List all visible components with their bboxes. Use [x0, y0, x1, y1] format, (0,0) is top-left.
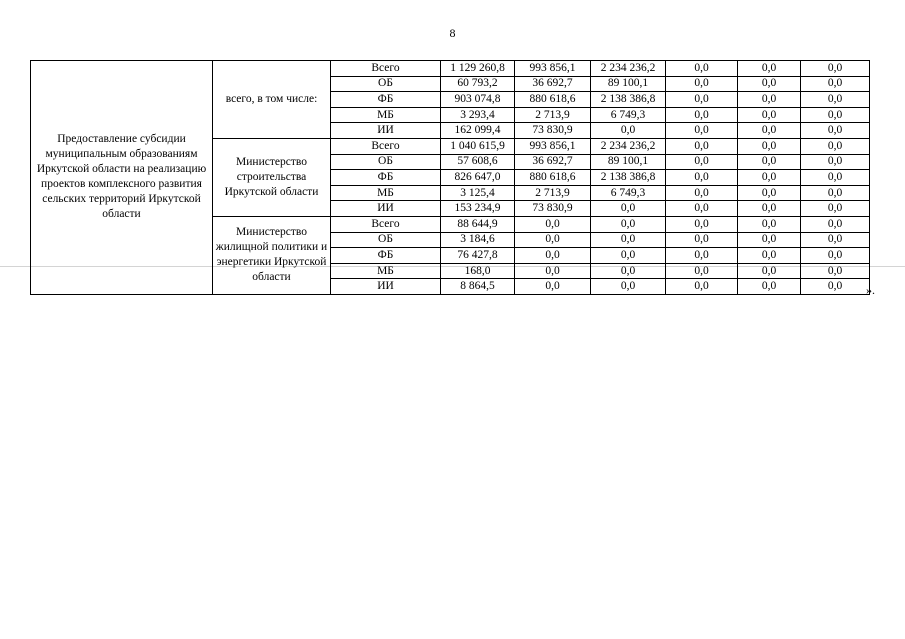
amount-cell: 0,0	[515, 248, 591, 264]
funding-source-cell: ОБ	[331, 76, 441, 92]
amount-cell: 0,0	[801, 138, 870, 154]
amount-cell: 3 293,4	[441, 107, 515, 123]
funding-source-cell: Всего	[331, 61, 441, 77]
amount-cell: 903 074,8	[441, 92, 515, 108]
amount-cell: 0,0	[515, 216, 591, 232]
executor-cell: всего, в том числе:	[213, 61, 331, 139]
amount-cell: 2 138 386,8	[591, 170, 666, 186]
amount-cell: 0,0	[738, 61, 801, 77]
amount-cell: 0,0	[801, 232, 870, 248]
amount-cell: 0,0	[801, 107, 870, 123]
amount-cell: 0,0	[738, 138, 801, 154]
amount-cell: 0,0	[515, 263, 591, 279]
amount-cell: 0,0	[801, 76, 870, 92]
amount-cell: 0,0	[738, 232, 801, 248]
amount-cell: 0,0	[591, 248, 666, 264]
amount-cell: 0,0	[738, 279, 801, 295]
closing-quote: ».	[866, 283, 875, 297]
amount-cell: 0,0	[801, 216, 870, 232]
executor-cell: Министерство жилищной политики и энергетики Иркутской области	[213, 216, 331, 294]
amount-cell: 0,0	[801, 154, 870, 170]
amount-cell: 0,0	[801, 185, 870, 201]
funding-source-cell: ИИ	[331, 279, 441, 295]
event-name-cell: Предоставление субсидии муниципальным образованиям Иркутской области на реализацию проектов комплексного развития сельских территорий Иркутской области	[31, 61, 213, 295]
funding-source-cell: Всего	[331, 216, 441, 232]
amount-cell: 2 138 386,8	[591, 92, 666, 108]
amount-cell: 0,0	[738, 123, 801, 139]
amount-cell: 0,0	[666, 154, 738, 170]
funding-source-cell: ОБ	[331, 232, 441, 248]
amount-cell: 0,0	[738, 201, 801, 217]
funding-source-cell: ОБ	[331, 154, 441, 170]
amount-cell: 0,0	[666, 138, 738, 154]
amount-cell: 0,0	[666, 107, 738, 123]
amount-cell: 0,0	[666, 76, 738, 92]
amount-cell: 993 856,1	[515, 138, 591, 154]
amount-cell: 0,0	[738, 248, 801, 264]
amount-cell: 60 793,2	[441, 76, 515, 92]
funding-source-cell: МБ	[331, 107, 441, 123]
amount-cell: 0,0	[591, 279, 666, 295]
funding-source-cell: ФБ	[331, 170, 441, 186]
amount-cell: 0,0	[666, 170, 738, 186]
amount-cell: 89 100,1	[591, 154, 666, 170]
amount-cell: 0,0	[666, 201, 738, 217]
amount-cell: 0,0	[738, 170, 801, 186]
executor-cell: Министерство строительства Иркутской области	[213, 138, 331, 216]
amount-cell: 0,0	[738, 185, 801, 201]
amount-cell: 8 864,5	[441, 279, 515, 295]
amount-cell: 826 647,0	[441, 170, 515, 186]
amount-cell: 0,0	[515, 232, 591, 248]
amount-cell: 0,0	[738, 216, 801, 232]
amount-cell: 0,0	[801, 248, 870, 264]
amount-cell: 0,0	[666, 216, 738, 232]
amount-cell: 993 856,1	[515, 61, 591, 77]
amount-cell: 0,0	[801, 123, 870, 139]
amount-cell: 0,0	[591, 201, 666, 217]
amount-cell: 0,0	[738, 263, 801, 279]
amount-cell: 0,0	[738, 107, 801, 123]
amount-cell: 0,0	[738, 76, 801, 92]
funding-source-cell: ФБ	[331, 92, 441, 108]
amount-cell: 0,0	[666, 263, 738, 279]
funding-source-cell: ФБ	[331, 248, 441, 264]
amount-cell: 880 618,6	[515, 170, 591, 186]
funding-source-cell: МБ	[331, 185, 441, 201]
amount-cell: 0,0	[738, 92, 801, 108]
amount-cell: 880 618,6	[515, 92, 591, 108]
amount-cell: 73 830,9	[515, 123, 591, 139]
amount-cell: 57 608,6	[441, 154, 515, 170]
amount-cell: 0,0	[666, 185, 738, 201]
funding-source-cell: Всего	[331, 138, 441, 154]
amount-cell: 3 125,4	[441, 185, 515, 201]
funding-source-cell: ИИ	[331, 201, 441, 217]
amount-cell: 0,0	[801, 170, 870, 186]
amount-cell: 3 184,6	[441, 232, 515, 248]
amount-cell: 0,0	[591, 263, 666, 279]
amount-cell: 2 713,9	[515, 107, 591, 123]
amount-cell: 0,0	[801, 201, 870, 217]
amount-cell: 0,0	[801, 92, 870, 108]
amount-cell: 0,0	[591, 232, 666, 248]
budget-table	[30, 60, 870, 295]
amount-cell: 36 692,7	[515, 154, 591, 170]
amount-cell: 6 749,3	[591, 107, 666, 123]
amount-cell: 0,0	[666, 279, 738, 295]
amount-cell: 0,0	[801, 279, 870, 295]
amount-cell: 0,0	[666, 232, 738, 248]
funding-source-cell: МБ	[331, 263, 441, 279]
table-body	[31, 61, 870, 295]
amount-cell: 2 234 236,2	[591, 61, 666, 77]
amount-cell: 2 234 236,2	[591, 138, 666, 154]
amount-cell: 1 129 260,8	[441, 61, 515, 77]
amount-cell: 76 427,8	[441, 248, 515, 264]
amount-cell: 89 100,1	[591, 76, 666, 92]
amount-cell: 1 040 615,9	[441, 138, 515, 154]
amount-cell: 0,0	[666, 92, 738, 108]
amount-cell: 2 713,9	[515, 185, 591, 201]
amount-cell: 153 234,9	[441, 201, 515, 217]
amount-cell: 162 099,4	[441, 123, 515, 139]
amount-cell: 0,0	[591, 216, 666, 232]
amount-cell: 168,0	[441, 263, 515, 279]
amount-cell: 73 830,9	[515, 201, 591, 217]
amount-cell: 0,0	[738, 154, 801, 170]
amount-cell: 0,0	[666, 248, 738, 264]
funding-source-cell: ИИ	[331, 123, 441, 139]
amount-cell: 0,0	[591, 123, 666, 139]
amount-cell: 0,0	[515, 279, 591, 295]
amount-cell: 0,0	[801, 61, 870, 77]
page-number: 8	[449, 26, 456, 40]
amount-cell: 36 692,7	[515, 76, 591, 92]
amount-cell: 88 644,9	[441, 216, 515, 232]
amount-cell: 0,0	[666, 123, 738, 139]
amount-cell: 6 749,3	[591, 185, 666, 201]
amount-cell: 0,0	[801, 263, 870, 279]
amount-cell: 0,0	[666, 61, 738, 77]
table-row	[31, 61, 870, 77]
